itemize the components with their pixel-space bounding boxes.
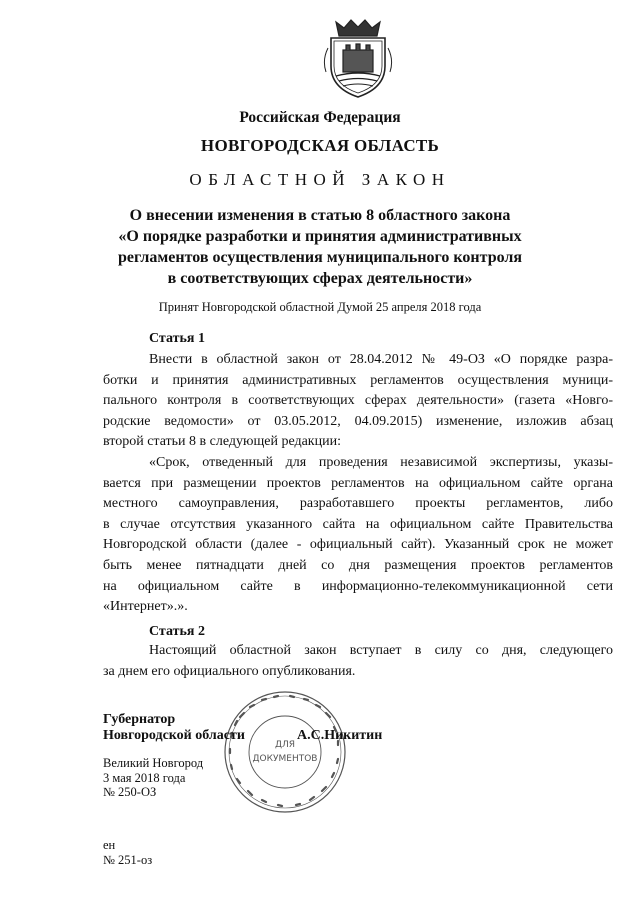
text-line: ботки и принятия административных регламентов осуществления муници- [103, 372, 613, 388]
stamp-text-bottom: ДОКУМЕНТОВ [252, 754, 318, 764]
quote-line: на официальном сайте в информационно-телекоммуникационной сети [103, 578, 613, 594]
quote-line: местного самоуправления, разработавшего проекты регламентов, либо [103, 496, 613, 512]
signatory-position-line: Новгородской области [103, 728, 245, 743]
article-1-quote [103, 453, 613, 618]
quote-line: быть менее пятнадцати дней со дня размещения проектов регламентов [103, 557, 613, 573]
text-line: пального контроля в соответствующих сферах деятельности» (газета «Новго- [103, 393, 613, 409]
law-title-line: регламентов осуществления муниципального контроля [117, 249, 523, 266]
text-line: второй статьи 8 в следующей редакции: [103, 434, 341, 450]
quote-line: в случае отсутствия указанного сайта на официальном сайте Правительства [103, 516, 613, 532]
signatory-position [103, 712, 245, 744]
text-line: Настоящий областной закон вступает в силу со дня, следующего [149, 643, 613, 658]
footer-note [103, 838, 152, 867]
country-name: Российская Федерация [239, 109, 401, 126]
text-line: Внести в областной закон от 28.04.2012 № 49-ОЗ «О порядке разра- [149, 352, 613, 367]
region-name: НОВГОРОДСКАЯ ОБЛАСТЬ [200, 136, 440, 155]
coat-of-arms-icon [322, 14, 394, 100]
law-title-line: «О порядке разработки и принятия административных [118, 228, 522, 245]
law-number: № 250-ОЗ [103, 785, 157, 799]
article-2-text [103, 641, 613, 682]
footer-initials: ен [103, 838, 116, 852]
article-1-text [103, 350, 613, 453]
adoption-note: Принят Новгородской областной Думой 25 апреля 2018 года [158, 300, 482, 314]
text-line: родские ведомости» от 03.05.2012, 04.09.2015) изменение, изложив абзац [103, 413, 613, 429]
article-2-heading: Статья 2 [149, 624, 205, 639]
signatory-position-line: Губернатор [103, 712, 176, 727]
article-1-heading: Статья 1 [149, 331, 205, 346]
stamp-text-top: ДЛЯ [274, 740, 296, 750]
law-title-line: в соответствующих сферах деятельности» [167, 270, 473, 287]
place-date-block [103, 756, 203, 800]
text-line: за днем его официального опубликования. [103, 663, 356, 679]
quote-line: «Интернет».». [103, 599, 188, 615]
quote-line: «Срок, отведенный для проведения независимой экспертизы, указы- [149, 455, 613, 470]
law-title-line: О внесении изменения в статью 8 областного закона [129, 207, 511, 224]
signatory-name: А.С.Никитин [297, 728, 383, 743]
official-stamp-icon [220, 687, 350, 817]
law-title [0, 205, 640, 289]
quote-line: Новгородской области (далее - официальный сайт). Указанный срок не может [103, 537, 613, 553]
date: 3 мая 2018 года [103, 770, 186, 785]
law-type: ОБЛАСТНОЙ ЗАКОН [189, 170, 451, 189]
footer-number: № 251-оз [103, 852, 153, 867]
city: Великий Новгород [103, 756, 204, 770]
quote-line: вается при размещении проектов регламентов на официальном сайте органа [103, 475, 613, 491]
